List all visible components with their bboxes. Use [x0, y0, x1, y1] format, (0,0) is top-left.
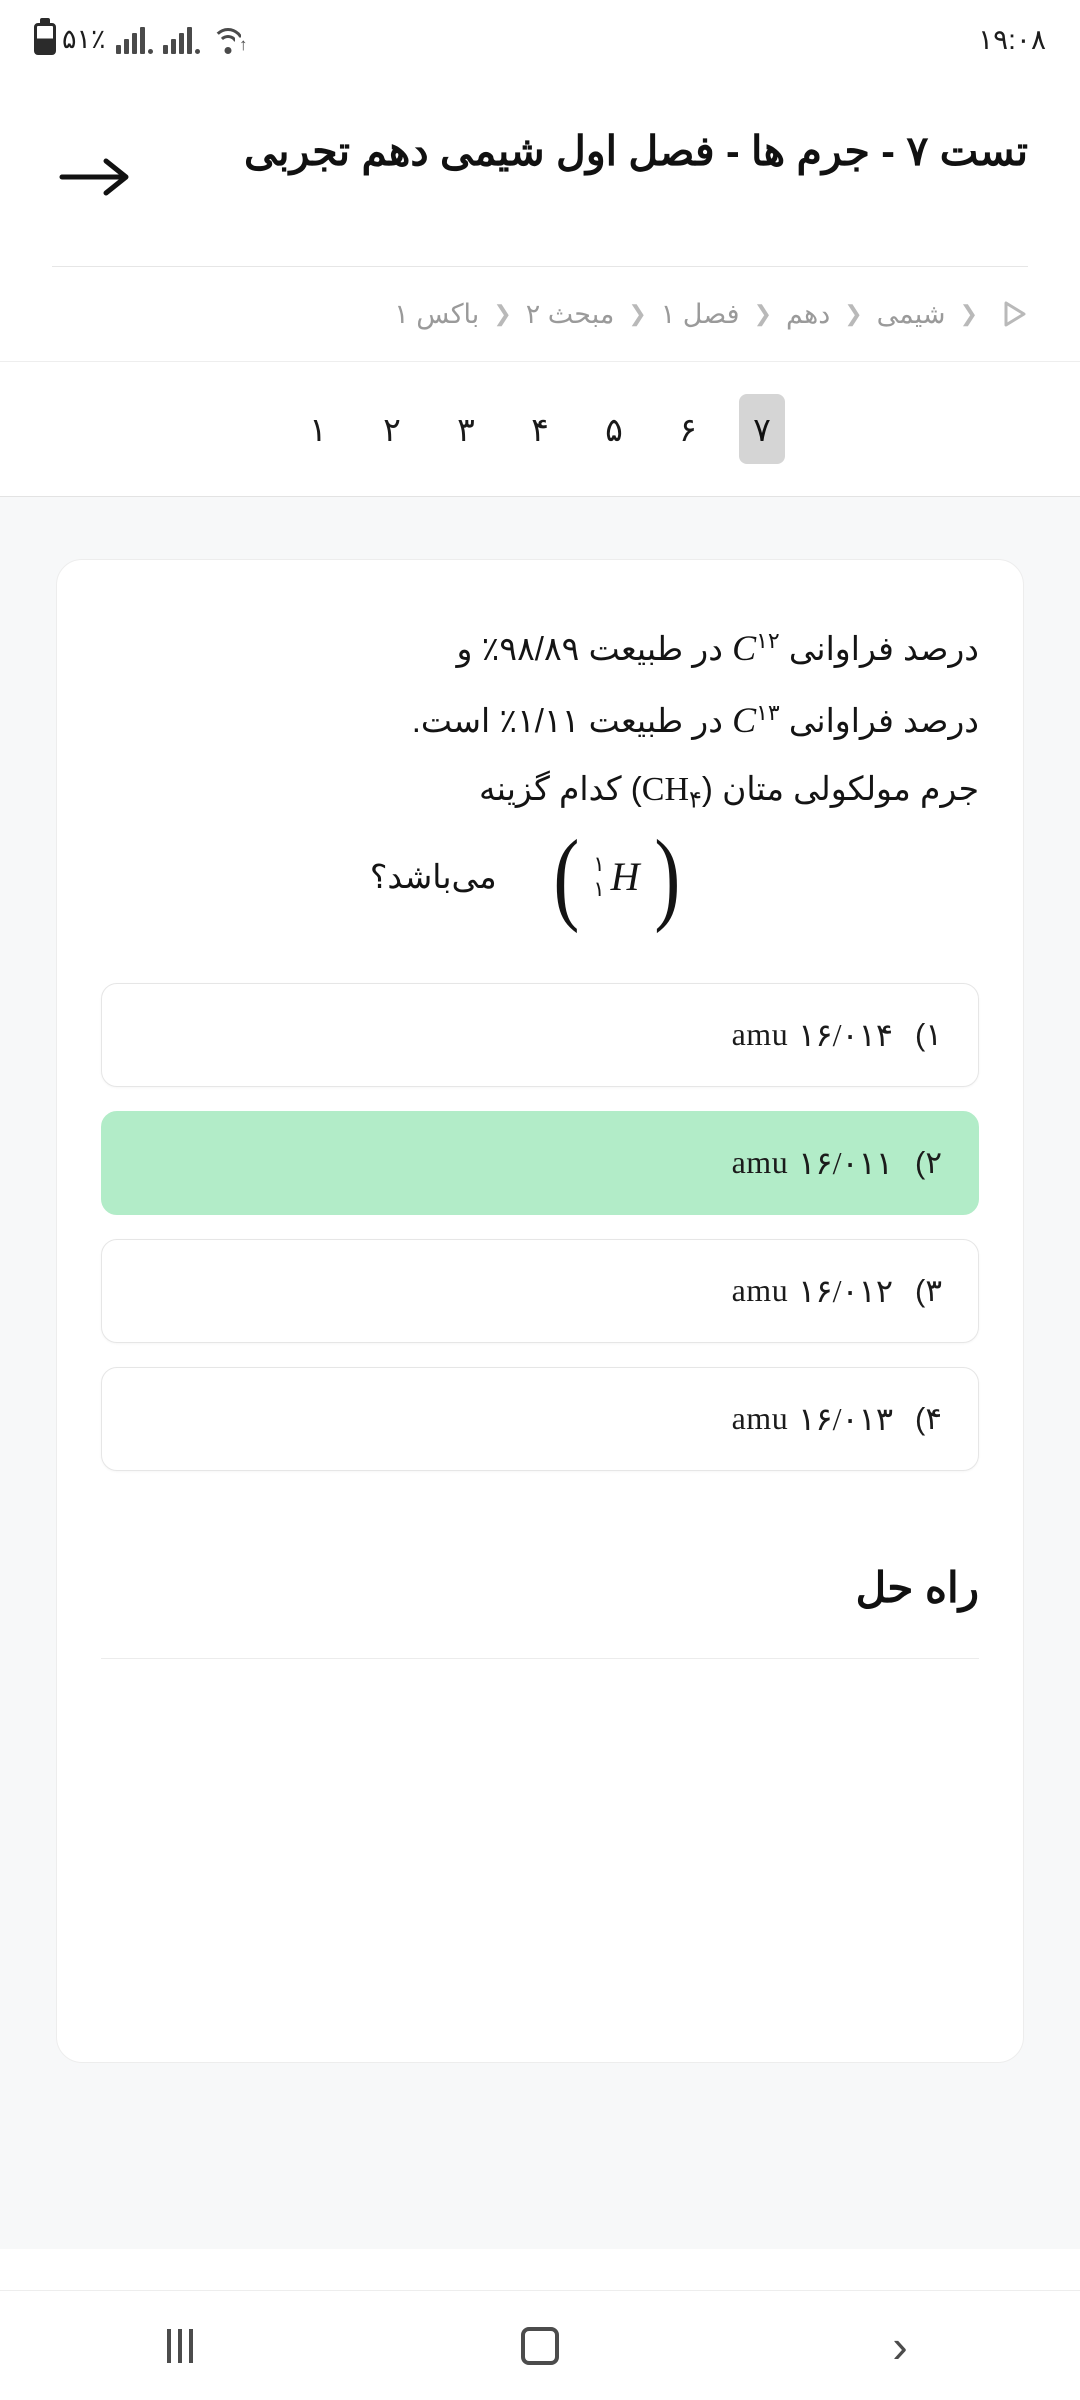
isotope-c12 — [723, 630, 780, 667]
q1-part-c: و — [456, 630, 473, 667]
pager-page-5[interactable]: ۵ — [605, 410, 623, 448]
pager-page-3[interactable]: ۳ — [457, 410, 475, 448]
recents-icon[interactable] — [110, 2291, 250, 2400]
answer-option-2-selected[interactable] — [101, 1111, 979, 1215]
breadcrumb-separator: ❮ — [628, 301, 647, 326]
play-triangle-icon[interactable] — [998, 297, 1032, 331]
q1-part-b: در طبیعت — [588, 630, 723, 667]
answer-option-3[interactable] — [101, 1239, 979, 1343]
option-value: ۱۶/۰۱۲ — [798, 1272, 894, 1309]
pager-page-4[interactable]: ۴ — [531, 410, 549, 448]
option-value: ۱۶/۰۱۳ — [798, 1400, 894, 1437]
solution-heading: راه حل — [855, 1563, 979, 1611]
breadcrumb — [0, 267, 1080, 361]
q1-part-a: درصد فراوانی — [788, 630, 979, 667]
q3-part-b: کدام گزینه — [479, 770, 622, 807]
pager-list — [295, 394, 785, 464]
breadcrumb-item-1[interactable]: دهم — [786, 298, 831, 329]
answer-options — [101, 983, 979, 1471]
element-symbol-c: C — [732, 700, 757, 740]
solution-divider — [101, 1658, 979, 1659]
breadcrumb-separator: ❮ — [753, 301, 772, 326]
wifi-icon: ↑ — [210, 24, 246, 54]
formula-methane: $(CH_۴)$ — [621, 770, 713, 814]
arrow-right-icon[interactable] — [52, 122, 138, 232]
q2-part-a: درصد فراوانی — [788, 702, 979, 739]
breadcrumb-item-3[interactable]: مبحث ۲ — [525, 298, 615, 329]
question-text — [101, 612, 979, 934]
breadcrumb-item-2[interactable]: فصل ۱ — [660, 298, 740, 329]
paren-close: ) — [553, 818, 580, 934]
question-line-3 — [101, 756, 979, 825]
q2-percent: ۱/۱۱٪ — [499, 702, 580, 739]
question-line-1 — [101, 612, 979, 684]
hydrogen-mass-number: ۱ — [593, 852, 605, 877]
page-title: تست ۷ - جرم ها - فصل اول شیمی دهم تجربی — [244, 128, 1028, 174]
option-number: ۴) — [915, 1400, 942, 1436]
pager-page-2[interactable]: ۲ — [383, 410, 401, 448]
q4-part-a: می‌باشد؟ — [369, 857, 497, 895]
signal-bars-icon — [116, 24, 153, 54]
formula-ch: CH — [641, 771, 690, 808]
option-unit: amu — [731, 1272, 789, 1309]
q1-percent: ۹۸/۸۹٪ — [481, 630, 580, 667]
formula-subscript-4: ۴ — [689, 787, 702, 814]
signal-bars-icon-2 — [163, 24, 200, 54]
breadcrumb-item-4[interactable]: باکس ۱ — [394, 298, 480, 329]
status-bar-clock: ۱۹:۰۸ — [978, 23, 1046, 55]
page-header — [0, 78, 1080, 232]
option-number: ۲) — [915, 1144, 942, 1180]
answer-option-1[interactable] — [101, 983, 979, 1087]
option-number: ۱) — [915, 1016, 942, 1052]
pager-page-7-active[interactable]: ۷ — [739, 394, 785, 464]
breadcrumb-item-0[interactable]: شیمی — [876, 298, 946, 329]
chevron-right-icon[interactable]: › — [892, 2319, 908, 2372]
q3-part-a: جرم مولکولی متان — [722, 770, 979, 807]
battery-icon — [34, 23, 56, 55]
question-line-2 — [101, 684, 979, 756]
question-line-4 — [101, 818, 979, 934]
status-bar — [0, 0, 1080, 78]
breadcrumb-separator: ❮ — [844, 301, 863, 326]
isotope-mass-13: ۱۳ — [756, 700, 780, 725]
q2-part-c: است. — [411, 702, 491, 739]
battery-indicator — [34, 23, 106, 55]
home-square-icon[interactable] — [470, 2291, 610, 2400]
battery-percentage: ۵۱٪ — [62, 23, 106, 54]
element-symbol-c: C — [732, 628, 757, 668]
option-number: ۳) — [915, 1272, 942, 1308]
pager-page-1[interactable]: ۱ — [309, 410, 327, 448]
question-pager — [0, 361, 1080, 497]
breadcrumb-separator: ❮ — [493, 301, 512, 326]
breadcrumb-separator: ❮ — [959, 301, 978, 326]
hydrogen-atomic-number: ۱ — [593, 876, 605, 901]
element-symbol-h: H — [610, 853, 640, 899]
status-bar-left — [34, 23, 246, 55]
option-unit: amu — [731, 1400, 789, 1437]
isotope-matrix-hydrogen — [523, 818, 710, 934]
isotope-c13 — [723, 702, 780, 739]
content-area — [0, 497, 1080, 2249]
q2-part-b: در طبیعت — [588, 702, 723, 739]
option-unit: amu — [731, 1016, 789, 1053]
system-nav-bar — [0, 2290, 1080, 2400]
option-value: ۱۶/۰۱۴ — [798, 1016, 894, 1053]
pager-page-6[interactable]: ۶ — [679, 410, 697, 448]
option-unit: amu — [731, 1144, 789, 1181]
isotope-mass-12: ۱۲ — [756, 628, 780, 653]
paren-open: ( — [653, 818, 680, 934]
question-card — [56, 559, 1024, 2063]
answer-option-4[interactable] — [101, 1367, 979, 1471]
option-value: ۱۶/۰۱۱ — [798, 1144, 894, 1181]
